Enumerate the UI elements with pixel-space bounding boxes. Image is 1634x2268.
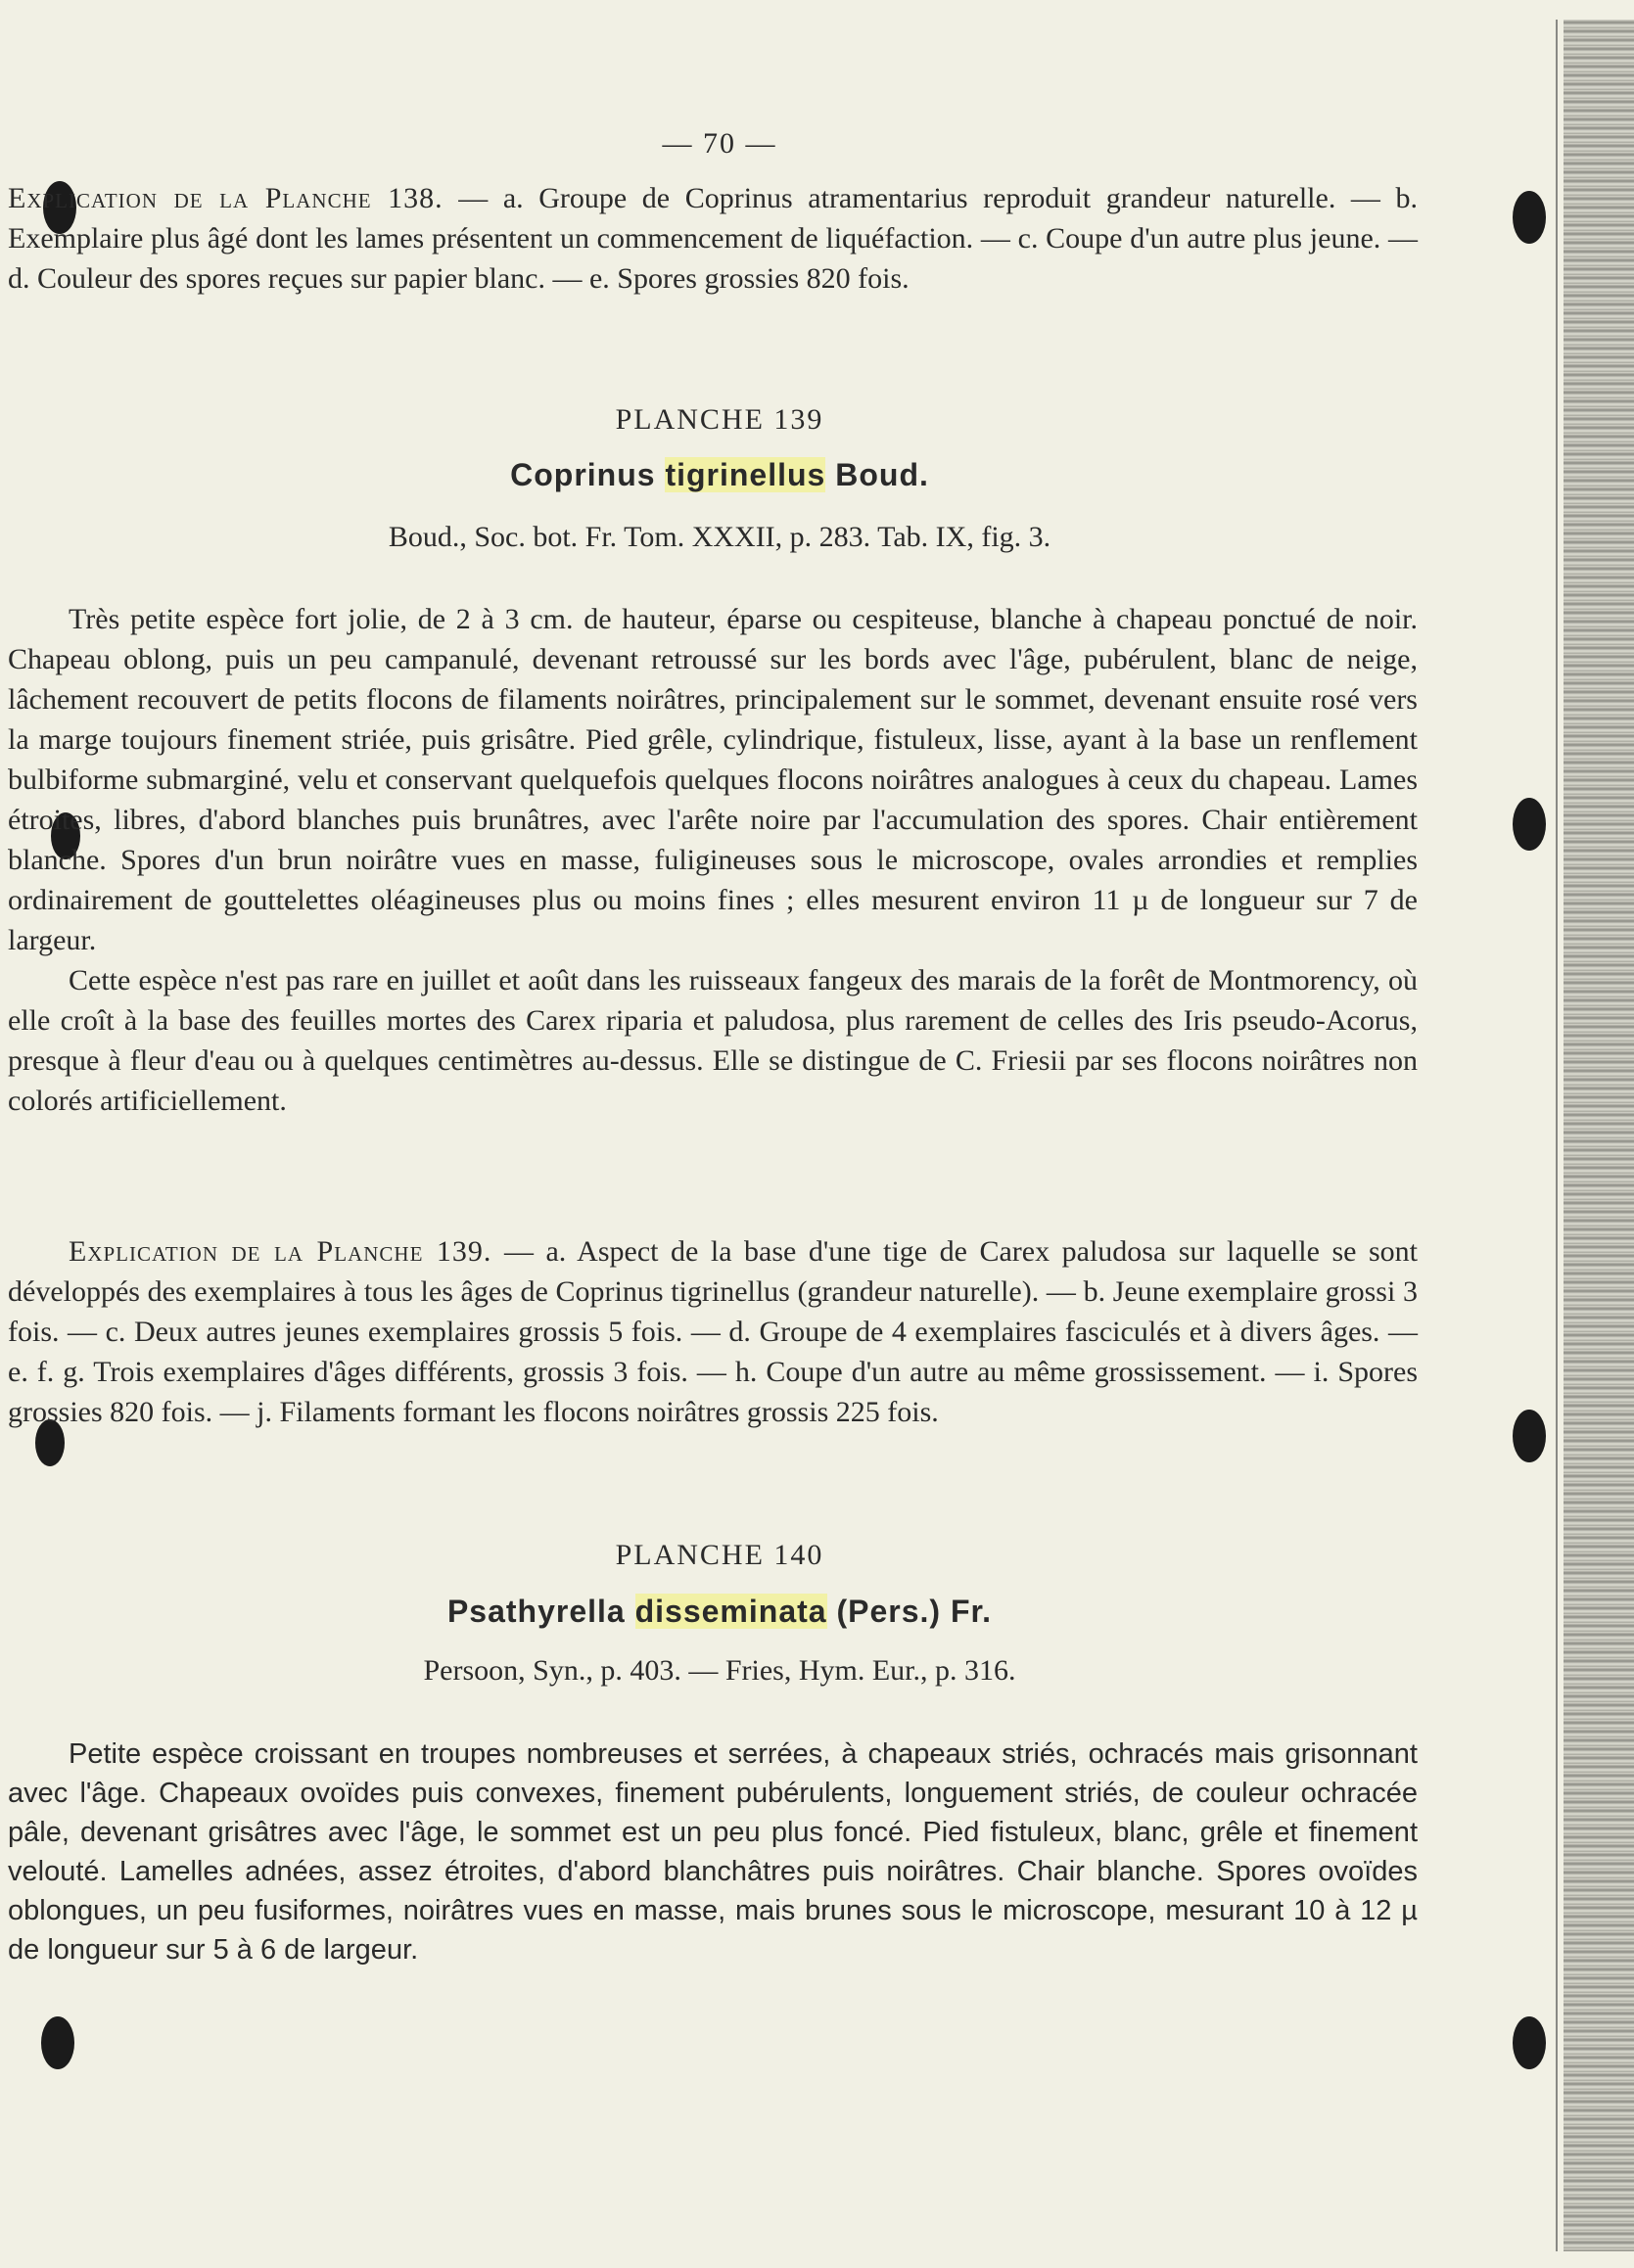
binding-edge-line xyxy=(1556,20,1558,2251)
planche-139-heading: PLANCHE 139 xyxy=(615,403,824,436)
species-140-genus: Psathyrella xyxy=(446,1594,626,1629)
punch-hole-right-bottom xyxy=(1513,2016,1546,2069)
page-number: — 70 — xyxy=(662,127,777,160)
species-139-epithet: tigrinellus xyxy=(665,457,826,492)
explication-138-text: — a. Groupe de Coprinus atramentarius reproduit grandeur naturelle. — b. Exemplaire plus âgé dont les lames présentent un commencement de liquéfaction. — c. Coupe d'un autre plus jeune. — d. Couleur des spores reçues sur papier blanc. — e. Spores grossies 820 fois. xyxy=(8,182,1418,295)
punch-hole-right-mid xyxy=(1513,798,1546,851)
binding-strip xyxy=(1564,20,1634,2251)
explication-138 xyxy=(8,178,1418,299)
explication-139-text: — a. Aspect de la base d'une tige de Carex paludosa sur laquelle se sont développés des exemplaires à tous les âges de Coprinus tigrinellus (grandeur naturelle). — b. Jeune exemplaire grossi 3 fois. — c. Deux autres jeunes exemplaires grossis 5 fois. — d. Groupe de 4 exemplaires fasciculés et à divers âges. — e. f. g. Trois exemplaires d'âges différents, grossis 3 fois. — h. Coupe d'un autre au même grossissement. — i. Spores grossies 820 fois. — j. Filaments formant les flocons noirâtres grossis 225 fois. xyxy=(8,1235,1418,1428)
planche-139-reference: Boud., Soc. bot. Fr. Tom. XXXII, p. 283. Tab. IX, fig. 3. xyxy=(388,521,1051,553)
planche-140-body xyxy=(8,1735,1418,1969)
punch-hole-right-top xyxy=(1513,191,1546,244)
planche-140-species xyxy=(0,1594,1439,1630)
punch-hole-right-lower xyxy=(1513,1410,1546,1462)
species-140-epithet: disseminata xyxy=(634,1594,827,1629)
planche-139-habitat: Cette espèce n'est pas rare en juillet et août dans les ruisseaux fangeux des marais de la forêt de Montmorency, où elle croît à la base des feuilles mortes des Carex riparia et paludosa, plus rarement de celles des Iris pseudo-Acorus, presque à fleur d'eau ou à quelques centimètres au-dessus. Elle se distingue de C. Friesii par ses flocons noirâtres non colorés artificiellement. xyxy=(8,964,1418,1117)
punch-hole-left-bottom xyxy=(41,2016,74,2069)
planche-140-description: Petite espèce croissant en troupes nombreuses et serrées, à chapeaux striés, ochracés mais grisonnant avec l'âge. Chapeaux ovoïdes puis convexes, finement pubérulents, longuement striés, de couleur ochracée pâle, devenant grisâtres avec l'âge, le sommet est un peu plus foncé. Pied fistuleux, blanc, grêle et finement velouté. Lamelles adnées, assez étroites, d'abord blanchâtres puis noirâtres. Chair blanche. Spores ovoïdes oblongues, un peu fusiformes, noirâtres vues en masse, mais brunes sous le microscope, mesurant 10 à 12 µ de longueur sur 5 à 6 de largeur. xyxy=(8,1738,1418,1966)
planche-139-species xyxy=(0,457,1439,493)
planche-139-body xyxy=(8,599,1418,1121)
explication-139 xyxy=(8,1231,1418,1432)
species-139-author: Boud. xyxy=(835,457,929,492)
planche-140-heading: PLANCHE 140 xyxy=(615,1539,824,1571)
species-139-genus: Coprinus xyxy=(510,457,656,492)
explication-138-lead: Explication de la Planche 138. xyxy=(8,182,444,214)
species-140-author: (Pers.) Fr. xyxy=(836,1594,993,1629)
explication-139-lead: Explication de la Planche 139. xyxy=(69,1235,492,1268)
planche-139-description: Très petite espèce fort jolie, de 2 à 3 cm. de hauteur, éparse ou cespiteuse, blanche à chapeau ponctué de noir. Chapeau oblong, puis un peu campanulé, devenant retroussé sur les bords avec l'âge, pubérulent, blanc de neige, lâchement recouvert de petits flocons de filaments noirâtres, principalement sur le sommet, devenant ensuite rosé vers la marge toujours finement striée, puis grisâtre. Pied grêle, cylindrique, fistuleux, lisse, ayant à la base un renflement bulbiforme submarginé, velu et conservant quelquefois quelques flocons noirâtres analogues à ceux du chapeau. Lames étroites, libres, d'abord blanches puis brunâtres, avec l'arête noire par l'accumulation des spores. Chair entièrement blanche. Spores d'un brun noirâtre vues en masse, fuligineuses sous le microscope, ovales arrondies et remplies ordinairement de gouttelettes oléagineuses plus ou moins fines ; elles mesurent environ 11 µ de longueur sur 7 de largeur. xyxy=(8,603,1418,956)
planche-140-reference: Persoon, Syn., p. 403. — Fries, Hym. Eur., p. 316. xyxy=(423,1654,1016,1687)
